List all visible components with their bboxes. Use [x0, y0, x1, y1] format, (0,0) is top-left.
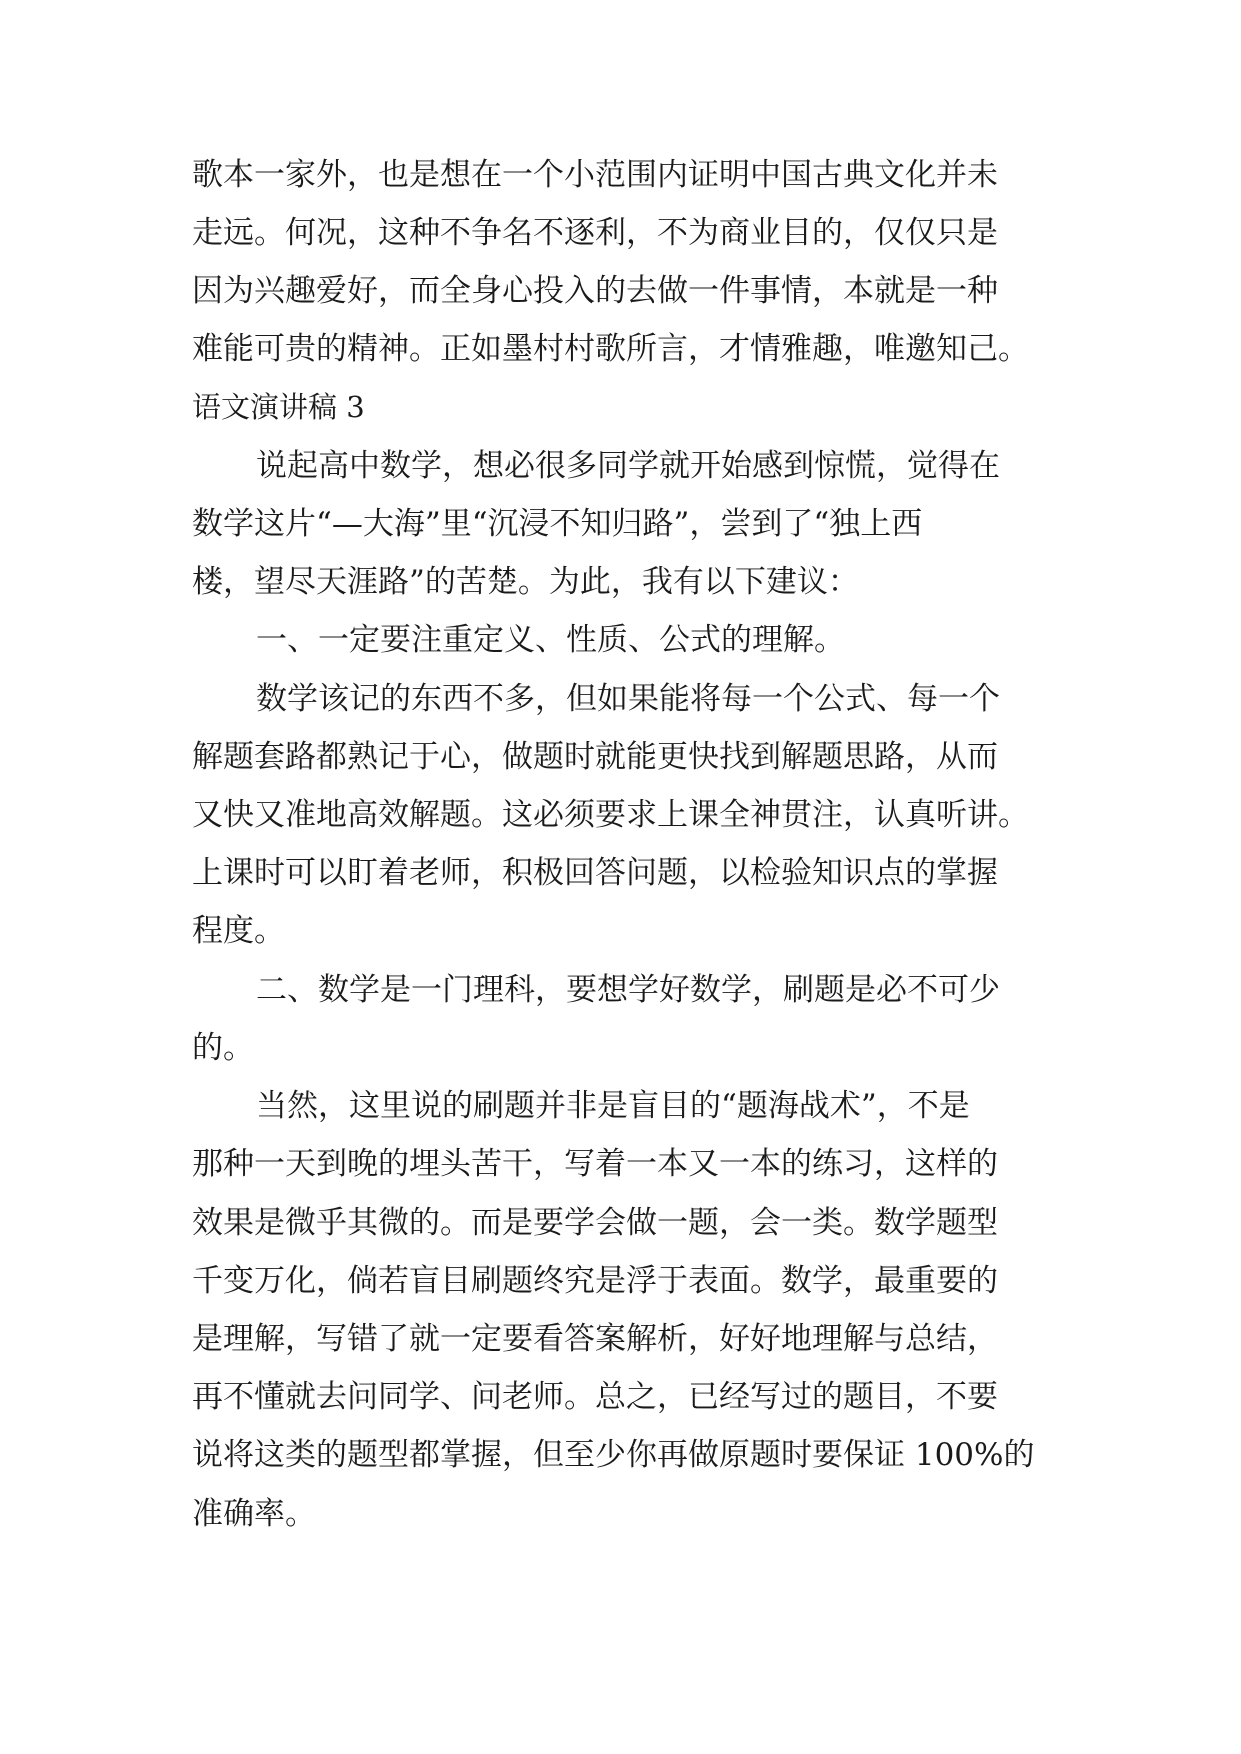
text-line: 又快又准地高效解题。这必须要求上课全神贯注，认真听讲。	[192, 797, 1029, 833]
text-line: 说将这类的题型都掌握，但至少你再做原题时要保证 100%的	[192, 1437, 1035, 1473]
text-line: 数学这片“—大海”里“沉浸不知归路”，尝到了“独上西	[192, 506, 923, 542]
text-line: 走远。何况，这种不争名不逐利，不为商业目的，仅仅只是	[192, 215, 998, 251]
text-line: 那种一天到晚的埋头苦干，写着一本又一本的练习，这样的	[192, 1146, 998, 1182]
text-line: 楼，望尽天涯路”的苦楚。为此，我有以下建议：	[192, 564, 859, 600]
text-line: 再不懂就去问同学、问老师。总之，已经写过的题目，不要	[192, 1379, 998, 1415]
text-line: 上课时可以盯着老师，积极回答问题，以检验知识点的掌握	[192, 855, 998, 891]
text-line: 解题套路都熟记于心，做题时就能更快找到解题思路，从而	[192, 739, 998, 775]
text-line: 说起高中数学，想必很多同学就开始感到惊慌，觉得在	[256, 448, 1000, 484]
text-line: 因为兴趣爱好，而全身心投入的去做一件事情，本就是一种	[192, 273, 998, 309]
text-line: 当然，这里说的刷题并非是盲目的“题海战术”，不是	[256, 1088, 970, 1124]
text-line: 数学该记的东西不多，但如果能将每一个公式、每一个	[256, 681, 1000, 717]
text-line: 二、数学是一门理科，要想学好数学，刷题是必不可少	[256, 972, 1000, 1008]
text-line: 一、一定要注重定义、性质、公式的理解。	[256, 622, 845, 658]
text-line: 程度。	[192, 913, 285, 949]
text-line: 难能可贵的精神。正如墨村村歌所言，才情雅趣，唯邀知己。	[192, 331, 1029, 367]
text-line: 的。	[192, 1030, 254, 1066]
text-line: 是理解，写错了就一定要看答案解析，好好地理解与总结，	[192, 1321, 998, 1357]
text-line: 准确率。	[192, 1496, 316, 1532]
text-line: 歌本一家外，也是想在一个小范围内证明中国古典文化并未	[192, 157, 998, 193]
text-line: 千变万化，倘若盲目刷题终究是浮于表面。数学，最重要的	[192, 1263, 998, 1299]
text-line: 效果是微乎其微的。而是要学会做一题，会一类。数学题型	[192, 1205, 998, 1241]
section-heading: 语文演讲稿 3	[192, 390, 365, 424]
